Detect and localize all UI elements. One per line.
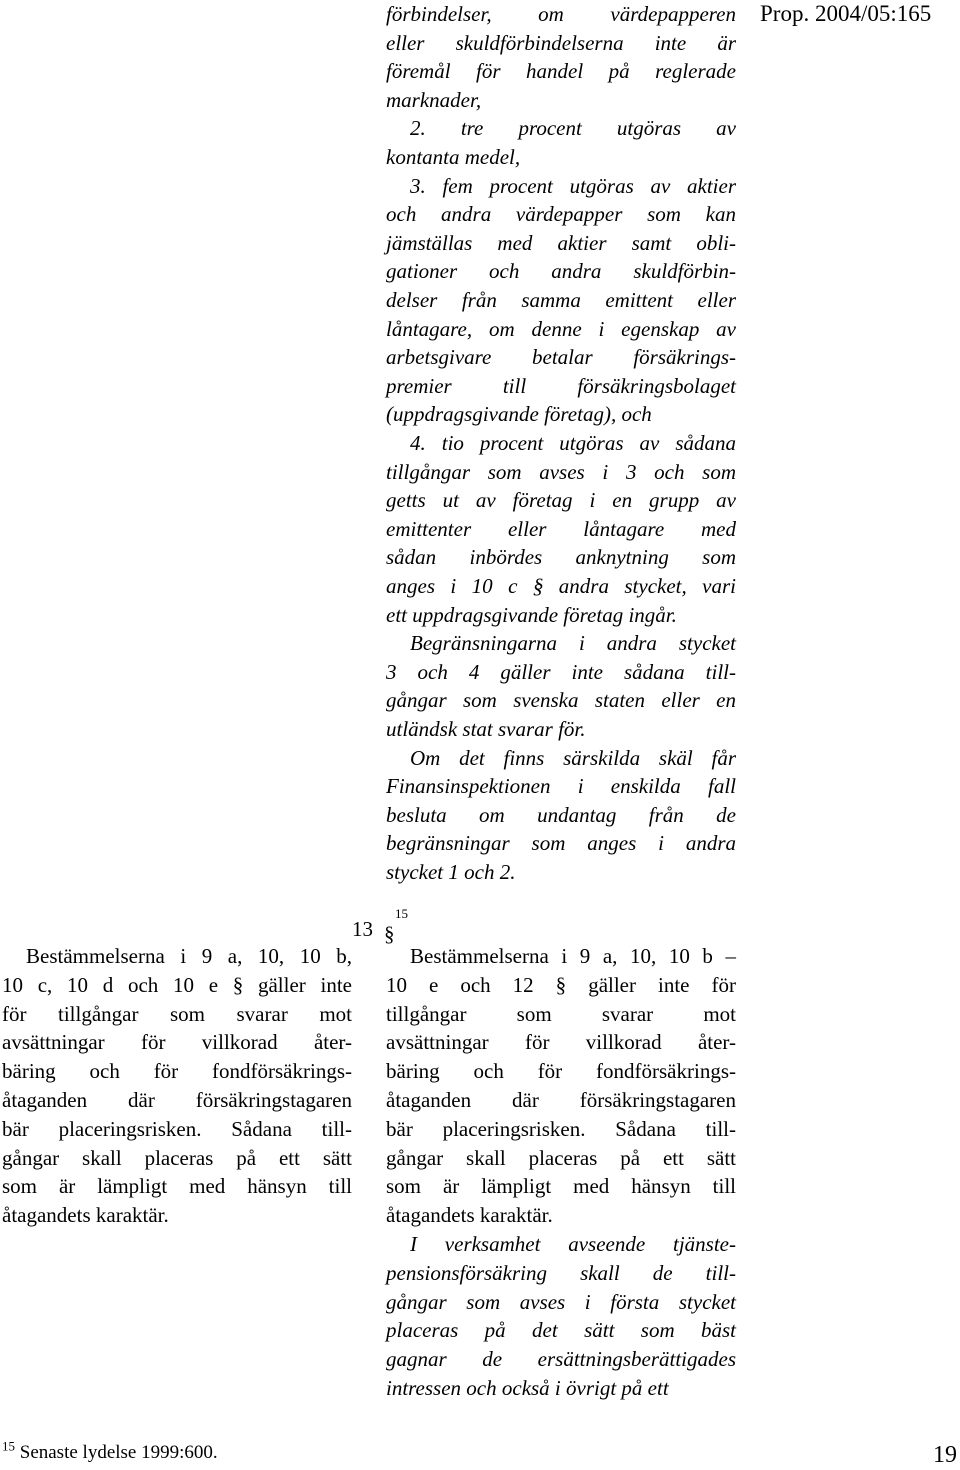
text-line: avsättningar för villkorad åter- xyxy=(2,1030,352,1055)
text-line: I verksamhet avseende tjänste- xyxy=(410,1232,736,1256)
text-line: Bestämmelserna i 9 a, 10, 10 b – xyxy=(410,944,736,968)
text-line: eller skuldförbindelserna inte är xyxy=(386,30,736,55)
text-line: gångar skall placeras på ett sätt xyxy=(386,1145,736,1170)
footnote-number: 15 xyxy=(2,1438,15,1454)
text-line: för tillgångar som svarar mot xyxy=(2,1001,352,1026)
text-line: föremål för handel på reglerade xyxy=(386,59,736,84)
text-line: (uppdragsgivande företag), och xyxy=(386,402,652,427)
text-line: åtagandets karaktär. xyxy=(386,1203,553,1228)
text-line: gångar som svenska staten eller en xyxy=(386,688,736,713)
text-line: pensionsförsäkring skall de till- xyxy=(386,1260,736,1285)
text-line: bäring och för fondförsäkrings- xyxy=(2,1059,352,1084)
text-line: intressen och också i övrigt på ett xyxy=(386,1376,669,1400)
text-line: åtaganden där försäkringstagaren xyxy=(2,1088,352,1112)
footnote xyxy=(2,1438,218,1465)
text-line: bär placeringsrisken. Sådana till- xyxy=(2,1116,352,1141)
text-line: getts ut av företag i en grupp av xyxy=(386,488,736,513)
text-line: avsättningar för villkorad åter- xyxy=(386,1030,736,1055)
text-line: bäring och för fondförsäkrings- xyxy=(386,1059,736,1084)
text-line: ett uppdragsgivande företag ingår. xyxy=(386,602,677,627)
text-line: besluta om undantag från de xyxy=(386,802,736,827)
text-line: Begränsningarna i andra stycket xyxy=(410,631,736,656)
text-line: 10 c, 10 d och 10 e § gäller inte xyxy=(2,972,352,997)
text-line: bär placeringsrisken. Sådana till- xyxy=(386,1116,736,1141)
text-line: gångar skall placeras på ett sätt xyxy=(2,1145,352,1170)
text-line: 3 och 4 gäller inte sådana till- xyxy=(386,659,736,684)
text-line: som är lämpligt med hänsyn till xyxy=(386,1174,736,1199)
text-line: och andra värdepapper som kan xyxy=(386,202,736,227)
text-line: som är lämpligt med hänsyn till xyxy=(2,1174,352,1199)
text-line: arbetsgivare betalar försäkrings- xyxy=(386,345,736,370)
text-line: jämställas med aktier samt obli- xyxy=(386,230,736,255)
text-line: 2. tre procent utgöras av xyxy=(410,116,736,141)
text-line: kontanta medel, xyxy=(386,145,521,169)
text-line: gångar som avses i första stycket xyxy=(386,1289,736,1314)
text-line: åtaganden där försäkringstagaren xyxy=(386,1088,736,1112)
prop-reference: Prop. 2004/05:165 xyxy=(760,1,932,26)
footnote-reference: 15 xyxy=(395,906,408,921)
text-line: anges i 10 c § andra stycket, vari xyxy=(386,574,736,598)
text-line: tillgångar som avses i 3 och som xyxy=(386,459,736,484)
text-line: förbindelser, om värdepapperen xyxy=(386,2,736,26)
text-line: stycket 1 och 2. xyxy=(386,860,516,884)
text-line: begränsningar som anges i andra xyxy=(386,831,736,856)
text-line: 3. fem procent utgöras av aktier xyxy=(410,173,736,198)
text-line: gationer och andra skuldförbin- xyxy=(386,259,736,284)
text-line: Finansinspektionen i enskilda fall xyxy=(386,774,736,799)
section-number: 13 xyxy=(352,917,373,941)
section-sign: § xyxy=(384,922,395,946)
text-line: premier till försäkringsbolaget xyxy=(386,373,736,398)
text-line: sådan inbördes anknytning som xyxy=(386,545,736,570)
page-number: 19 xyxy=(933,1442,957,1468)
text-line: placeras på det sätt som bäst xyxy=(386,1318,736,1343)
text-line: marknader, xyxy=(386,87,482,112)
text-line: gagnar de ersättningsberättigades xyxy=(386,1347,736,1372)
text-line: Om det finns särskilda skäl får xyxy=(410,745,736,770)
text-line: utländsk stat svarar för. xyxy=(386,717,586,741)
text-line: Bestämmelserna i 9 a, 10, 10 b, xyxy=(26,944,352,968)
text-line: emittenter eller låntagare med xyxy=(386,516,736,541)
text-line: 4. tio procent utgöras av sådana xyxy=(410,431,736,455)
text-line: delser från samma emittent eller xyxy=(386,288,736,312)
text-line: tillgångar som svarar mot xyxy=(386,1001,736,1026)
text-line: 10 e och 12 § gäller inte för xyxy=(386,972,736,997)
text-line: låntagare, om denne i egenskap av xyxy=(386,316,736,341)
text-line: åtagandets karaktär. xyxy=(2,1203,169,1228)
footnote-text: Senaste lydelse 1999:600. xyxy=(19,1442,218,1463)
